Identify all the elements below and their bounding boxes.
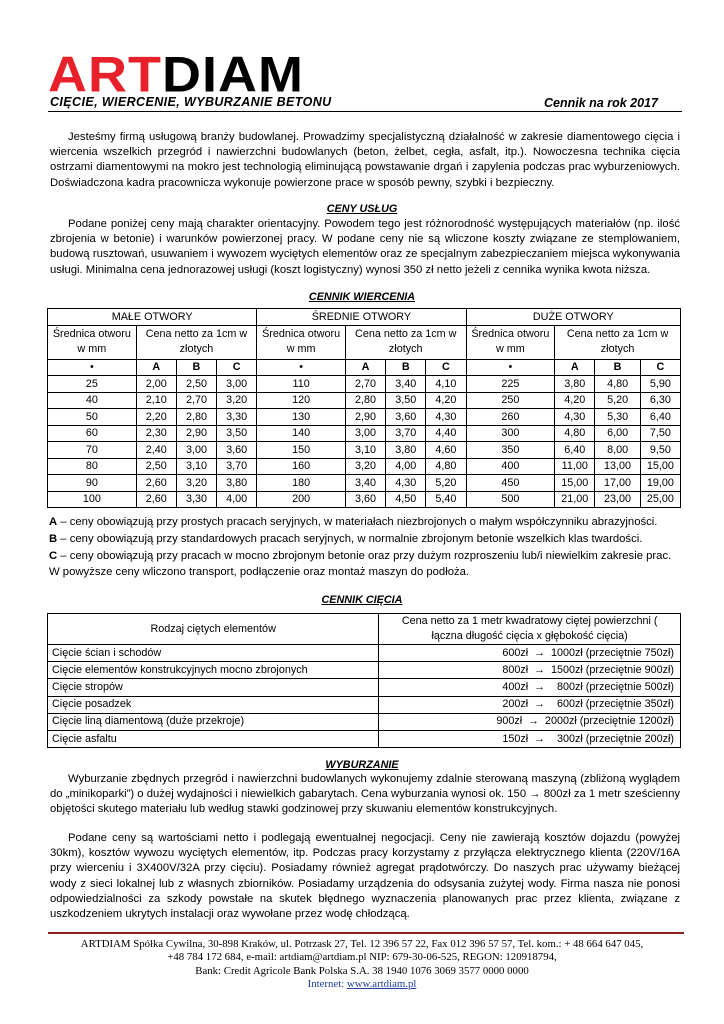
cutting-table-body (48, 645, 681, 748)
cutting-col-type: Rodzaj ciętych elementów (48, 614, 379, 645)
footer-line-3: Bank: Credit Agricole Bank Polska S.A. 38 1940 1076 3069 3577 0000 0000 (195, 964, 529, 977)
price-cell: 3,40 (386, 376, 426, 393)
price-cell: 7,50 (640, 425, 680, 442)
price-cell: 3,60 (386, 409, 426, 426)
price-cell: 3,70 (217, 458, 257, 475)
table-row (48, 458, 681, 475)
diameter-cell: 350 (466, 442, 555, 459)
price-cell: 23,00 (595, 491, 640, 508)
internet-label: Internet: (307, 977, 345, 990)
price-cell: 2,40 (136, 442, 176, 459)
table-row (48, 713, 681, 730)
legend-a-text: – ceny obowiązują przy prostych pracach seryjnych, w materiałach niezbrojonych o małym współczynniku abrazyjności. (57, 516, 658, 528)
price-header: Cena netto za 1cm w złotych (555, 325, 681, 359)
legend-c-key: C (49, 550, 58, 562)
diameter-cell: 300 (466, 425, 555, 442)
cutting-price-cell: 150zł → 300zł (przeciętnie 200zł) (379, 730, 681, 747)
price-header: Cena netto za 1cm w złotych (345, 325, 466, 359)
price-cell: 4,20 (555, 392, 595, 409)
diameter-cell: 80 (48, 458, 137, 475)
cutting-price-cell: 200zł → 600zł (przeciętnie 350zł) (379, 696, 681, 713)
price-cell: 3,10 (345, 442, 385, 459)
price-cell: 3,80 (217, 475, 257, 492)
price-cell: 4,50 (386, 491, 426, 508)
cutting-price-table (47, 613, 681, 748)
diameter-cell: 500 (466, 491, 555, 508)
diameter-header: Średnica otworu w mm (257, 325, 346, 359)
price-cell: 2,30 (136, 425, 176, 442)
bullet-cell: • (466, 359, 555, 376)
price-cell: 5,90 (640, 376, 680, 393)
cutting-col-price: Cena netto za 1 metr kwadratowy ciętej powierzchni ( łączna długość cięcia x głębokość cięcia) (379, 614, 681, 645)
price-cell: 3,00 (345, 425, 385, 442)
diameter-cell: 90 (48, 475, 137, 492)
col-a-header: A (555, 359, 595, 376)
table-row (48, 730, 681, 747)
diameter-cell: 150 (257, 442, 346, 459)
table-row (48, 645, 681, 662)
price-cell: 2,50 (176, 376, 216, 393)
price-cell: 4,30 (426, 409, 466, 426)
diameter-cell: 260 (466, 409, 555, 426)
price-cell: 2,90 (176, 425, 216, 442)
price-cell: 3,10 (176, 458, 216, 475)
table-row (48, 425, 681, 442)
col-c-header: C (426, 359, 466, 376)
footer-internet (0, 978, 724, 991)
diameter-cell: 50 (48, 409, 137, 426)
price-cell: 3,60 (345, 491, 385, 508)
cutting-type-cell: Cięcie liną diamentową (duże przekroje) (48, 713, 379, 730)
price-cell: 3,20 (176, 475, 216, 492)
diameter-cell: 180 (257, 475, 346, 492)
cutting-price-cell: 400zł → 800zł (przeciętnie 500zł) (379, 679, 681, 696)
footer-divider (48, 932, 684, 934)
legend-a-key: A (49, 516, 58, 528)
price-cell: 3,00 (176, 442, 216, 459)
table-row (48, 696, 681, 713)
price-cell: 3,60 (217, 442, 257, 459)
table-row (48, 376, 681, 393)
diameter-cell: 60 (48, 425, 137, 442)
price-cell: 19,00 (640, 475, 680, 492)
diameter-cell: 200 (257, 491, 346, 508)
price-cell: 2,00 (136, 376, 176, 393)
footer (0, 938, 724, 991)
price-cell: 17,00 (595, 475, 640, 492)
price-cell: 8,00 (595, 442, 640, 459)
diameter-cell: 70 (48, 442, 137, 459)
diameter-cell: 110 (257, 376, 346, 393)
price-cell: 4,00 (217, 491, 257, 508)
diameter-cell: 120 (257, 392, 346, 409)
price-list-year: Cennik na rok 2017 (544, 96, 658, 110)
diameter-header: Średnica otworu w mm (466, 325, 555, 359)
price-cell: 3,20 (345, 458, 385, 475)
legend-b-key: B (49, 533, 58, 545)
legend-b (49, 531, 642, 548)
price-cell: 21,00 (555, 491, 595, 508)
price-cell: 3,30 (176, 491, 216, 508)
col-b-header: B (386, 359, 426, 376)
intro-paragraph: Jesteśmy firmą usługową branży budowlanej. Prowadzimy specjalistyczną działalność w zakresie diamentowego cięcia i wiercenia wszelkich przegród i nawierzchni budowlanych (beton, żelbet, cegła, asfalt, itp.). Nowoczesna technika cięcia ostrzami diamentowymi na mokro jest technologią eliminującą powstawanie drgań i zapylenia podczas prac wyburzeniowych. Doświadczona kadra pracownicza wykonuje powierzone prace w sposób pewny, szybki i bezpieczny. (50, 131, 680, 189)
bullet-cell: • (257, 359, 346, 376)
table-row (48, 491, 681, 508)
table-row (48, 679, 681, 696)
legend-c (49, 548, 671, 565)
price-cell: 13,00 (595, 458, 640, 475)
col-b-header: B (176, 359, 216, 376)
legend-c-text: – ceny obowiązują przy pracach w mocno zbrojonym betonie oraz przy dużym rozproszeniu lub/i niewielkim zakresie prac. (57, 550, 672, 562)
col-a-header: A (345, 359, 385, 376)
cutting-price-cell: 900zł → 2000zł (przeciętnie 1200zł) (379, 713, 681, 730)
col-c-header: C (217, 359, 257, 376)
price-cell: 3,80 (555, 376, 595, 393)
price-cell: 4,00 (386, 458, 426, 475)
services-prices-text: Podane poniżej ceny mają charakter orientacyjny. Powodem tego jest różnorodność występujących materiałów (np. ilość zbrojenia w betonie) i warunków powierzonej pracy. W podane ceny nie są wliczone koszty związane ze stemplowaniem, budową rusztowań, usuwaniem i wywozem wyciętych elementów oraz ze specjalnym zabezpieczaniem miejsca wykonywania usługi. Minimalna cena jednorazowej usługi (koszt logistyczny) wynosi 350 zł netto jeżeli z cennika wynika kwota niższa. (50, 218, 680, 276)
legend-b-text: – ceny obowiązują przy standardowych pracach seryjnych, w normalnie zbrojonym betonie wszelkich klas twardości. (57, 533, 643, 545)
price-cell: 3,00 (217, 376, 257, 393)
price-cell: 3,50 (217, 425, 257, 442)
price-cell: 2,50 (136, 458, 176, 475)
price-cell: 4,60 (426, 442, 466, 459)
drilling-price-list-title: CENNIK WIERCENIA (308, 291, 416, 303)
price-cell: 2,80 (345, 392, 385, 409)
price-cell: 9,50 (640, 442, 680, 459)
drilling-price-table (47, 308, 681, 508)
price-cell: 2,70 (176, 392, 216, 409)
price-cell: 15,00 (555, 475, 595, 492)
col-c-header: C (640, 359, 680, 376)
table-row (48, 409, 681, 426)
price-cell: 6,00 (595, 425, 640, 442)
diameter-cell: 225 (466, 376, 555, 393)
col-a-header: A (136, 359, 176, 376)
price-cell: 3,40 (345, 475, 385, 492)
price-cell: 5,30 (595, 409, 640, 426)
footer-line-2: +48 784 172 684, e-mail: artdiam@artdiam.pl NIP: 679-30-06-525, REGON: 120918794, (167, 951, 557, 964)
diameter-cell: 130 (257, 409, 346, 426)
price-cell: 3,80 (386, 442, 426, 459)
demolition-title: WYBURZANIE (325, 759, 399, 771)
price-header: Cena netto za 1cm w złotych (136, 325, 257, 359)
cutting-price-cell: 600zł → 1000zł (przeciętnie 750zł) (379, 645, 681, 662)
logo-red-part: ART (48, 47, 162, 103)
legend-note: W powyższe ceny wliczono transport, podłączenie oraz montaż maszyn do podłoża. (49, 566, 470, 578)
group-header-small: MAŁE OTWORY (48, 309, 257, 326)
price-cell: 4,40 (426, 425, 466, 442)
cutting-price-cell: 800zł → 1500zł (przeciętnie 900zł) (379, 662, 681, 679)
diameter-header: Średnica otworu w mm (48, 325, 137, 359)
footer-line-1: ARTDIAM Spółka Cywilna, 30-898 Kraków, ul. Potrzask 27, Tel. 12 396 57 22, Fax 012 396 57 57, Tel. kom.: + 48 664 647 045, (80, 938, 644, 950)
diameter-cell: 140 (257, 425, 346, 442)
cutting-type-cell: Cięcie elementów konstrukcyjnych mocno zbrojonych (48, 662, 379, 679)
header-divider (48, 111, 682, 112)
group-header-large: DUŻE OTWORY (466, 309, 680, 326)
price-cell: 3,30 (217, 409, 257, 426)
diameter-cell: 25 (48, 376, 137, 393)
price-cell: 4,80 (426, 458, 466, 475)
price-cell: 3,50 (386, 392, 426, 409)
price-cell: 4,30 (555, 409, 595, 426)
col-b-header: B (595, 359, 640, 376)
cutting-type-cell: Cięcie stropów (48, 679, 379, 696)
price-cell: 2,60 (136, 491, 176, 508)
table-row (48, 442, 681, 459)
table-row (48, 475, 681, 492)
cutting-type-cell: Cięcie asfaltu (48, 730, 379, 747)
bullet-cell: • (48, 359, 137, 376)
price-cell: 4,20 (426, 392, 466, 409)
price-cell: 3,20 (217, 392, 257, 409)
price-cell: 4,30 (386, 475, 426, 492)
price-cell: 11,00 (555, 458, 595, 475)
table-row (48, 662, 681, 679)
price-cell: 6,40 (640, 409, 680, 426)
price-cell: 5,40 (426, 491, 466, 508)
cutting-type-cell: Cięcie ścian i schodów (48, 645, 379, 662)
price-cell: 6,30 (640, 392, 680, 409)
price-cell: 6,40 (555, 442, 595, 459)
price-cell: 2,90 (345, 409, 385, 426)
diameter-cell: 40 (48, 392, 137, 409)
drilling-table-body (48, 376, 681, 508)
table-row (48, 392, 681, 409)
demolition-text: Wyburzanie zbędnych przegród i nawierzchni budowlanych wykonujemy zdalnie sterowaną maszyną (zbliżoną wyglądem do „minikoparki”) o dużej wydajności i niewielkich gabarytach. Cena wyburzania wynosi ok. 150 → 800zł za 1 metr sześcienny objętości skutego materiału lub według stawki godzinowej przy skuwaniu elementów konstrukcyjnych. (50, 773, 680, 816)
price-cell: 15,00 (640, 458, 680, 475)
diameter-cell: 100 (48, 491, 137, 508)
tagline: CIĘCIE, WIERCENIE, WYBURZANIE BETONU (50, 95, 332, 109)
price-cell: 5,20 (595, 392, 640, 409)
price-cell: 2,70 (345, 376, 385, 393)
diameter-cell: 160 (257, 458, 346, 475)
price-cell: 4,80 (595, 376, 640, 393)
diameter-cell: 450 (466, 475, 555, 492)
services-prices-title: CENY USŁUG (326, 203, 398, 215)
price-cell: 2,20 (136, 409, 176, 426)
price-cell: 2,80 (176, 409, 216, 426)
price-cell: 5,20 (426, 475, 466, 492)
terms-text: Podane ceny są wartościami netto i podlegają ewentualnej negocjacji. Ceny nie zawierają kosztów dojazdu (powyżej 30km), kosztów wywozu wyciętych elementów, itp. Podczas pracy korzystamy z przyłącza elektrycznego klienta (220V/16A przy wierceniu i 3X400V/32A przy cięciu). Posiadamy również agregat prądotwórczy. Do naszych prac używamy bieżącej wody z sieci lokalnej lub z własnych zbiorników. Posiadamy urządzenia do odsysania zużytej wody. Firma nasza nie ponosi odpowiedzialności za szkody powstałe na skutek błędnego wyznaczenia planowanych prac przez klienta, związane z uszkodzeniem ukrytych instalacji oraz wywołane przez wodę chłodzącą. (50, 832, 680, 921)
price-cell: 2,10 (136, 392, 176, 409)
diameter-cell: 400 (466, 458, 555, 475)
website-link[interactable]: www.artdiam.pl (346, 977, 417, 990)
diameter-cell: 250 (466, 392, 555, 409)
price-cell: 4,80 (555, 425, 595, 442)
logo-black-part: DIAM (161, 47, 304, 103)
price-cell: 4,10 (426, 376, 466, 393)
group-header-medium: ŚREDNIE OTWORY (257, 309, 466, 326)
price-cell: 3,70 (386, 425, 426, 442)
price-cell: 2,60 (136, 475, 176, 492)
cutting-price-list-title: CENNIK CIĘCIA (321, 594, 403, 606)
price-cell: 25,00 (640, 491, 680, 508)
cutting-type-cell: Cięcie posadzek (48, 696, 379, 713)
legend-a (49, 514, 657, 531)
